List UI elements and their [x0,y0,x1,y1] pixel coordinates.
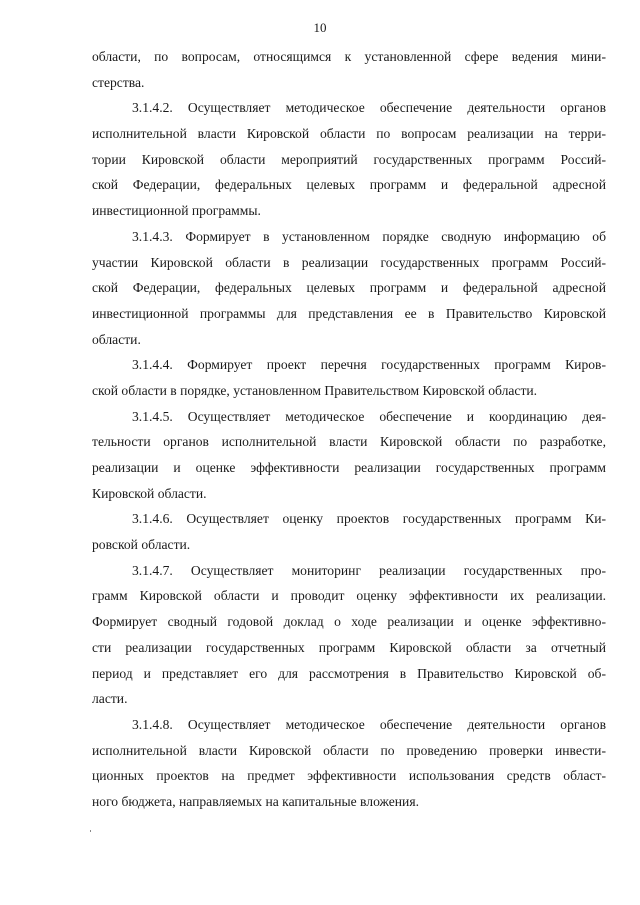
text-line: инвестиционной программы для представления ее в Правительство Кировской [92,305,606,321]
text-line: инвестиционной программы. [92,203,261,219]
text-line: ционных проектов на предмет эффективности использования средств област- [92,768,606,784]
text-line: реализации и оценке эффективности реализации государственных программ [92,460,606,475]
text-line: Формирует сводный годовой доклад о ходе реализации и оценке эффективно- [92,614,606,630]
paragraph [92,558,606,712]
text-line: ской Федерации, федеральных целевых программ и федеральной адресной [92,280,606,296]
text-line: ного бюджета, направляемых на капитальные вложения. [92,793,419,809]
text-line: стерства. [92,74,145,90]
text-line: тории Кировской области мероприятий государственных программ Россий- [92,151,606,167]
text-line: 3.1.4.8. Осуществляет методическое обеспечение деятельности органов [132,716,606,732]
paragraph [92,404,606,507]
text-line: сти реализации государственных программ Кировской области за отчетный [92,639,606,655]
paragraph [92,44,606,95]
text-line: области, по вопросам, относящимся к установленной сфере ведения мини- [92,49,606,64]
paragraph [92,352,606,403]
text-line: ской Федерации, федеральных целевых программ и федеральной адресной [92,177,606,193]
text-line: 3.1.4.5. Осуществляет методическое обеспечение и координацию дея- [132,408,606,424]
text-line: исполнительной власти Кировской области по проведению проверки инвести- [92,742,606,758]
text-line: тельности органов исполнительной власти Кировской области по разработке, [92,434,606,450]
text-line: Кировской области. [92,485,207,501]
scan-artifact [90,830,91,832]
text-line: 3.1.4.3. Формирует в установленном порядке сводную информацию об [132,228,606,244]
text-line: грамм Кировской области и проводит оценку эффективности их реализации. [92,588,606,604]
text-line: области. [92,331,141,347]
text-line: исполнительной власти Кировской области по вопросам реализации на терри- [92,126,606,142]
text-line: период и представляет его для рассмотрения в Правительство Кировской об- [92,665,606,681]
paragraph [92,95,606,223]
text-line: 3.1.4.2. Осуществляет методическое обеспечение деятельности органов [132,100,606,116]
text-line: 3.1.4.6. Осуществляет оценку проектов государственных программ Ки- [132,511,606,527]
paragraph [92,712,606,815]
text-line: ласти. [92,691,128,707]
text-line: ской области в порядке, установленном Правительством Кировской области. [92,382,538,398]
text-line: 3.1.4.7. Осуществляет мониторинг реализации государственных про- [132,562,606,578]
page-number: 10 [313,20,327,35]
text-line: участии Кировской области в реализации государственных программ Россий- [92,254,606,270]
paragraph [92,506,606,557]
document-body [92,44,606,815]
text-line: ровской области. [92,537,191,553]
text-line: 3.1.4.4. Формирует проект перечня государственных программ Киров- [132,357,606,373]
paragraph [92,224,606,352]
